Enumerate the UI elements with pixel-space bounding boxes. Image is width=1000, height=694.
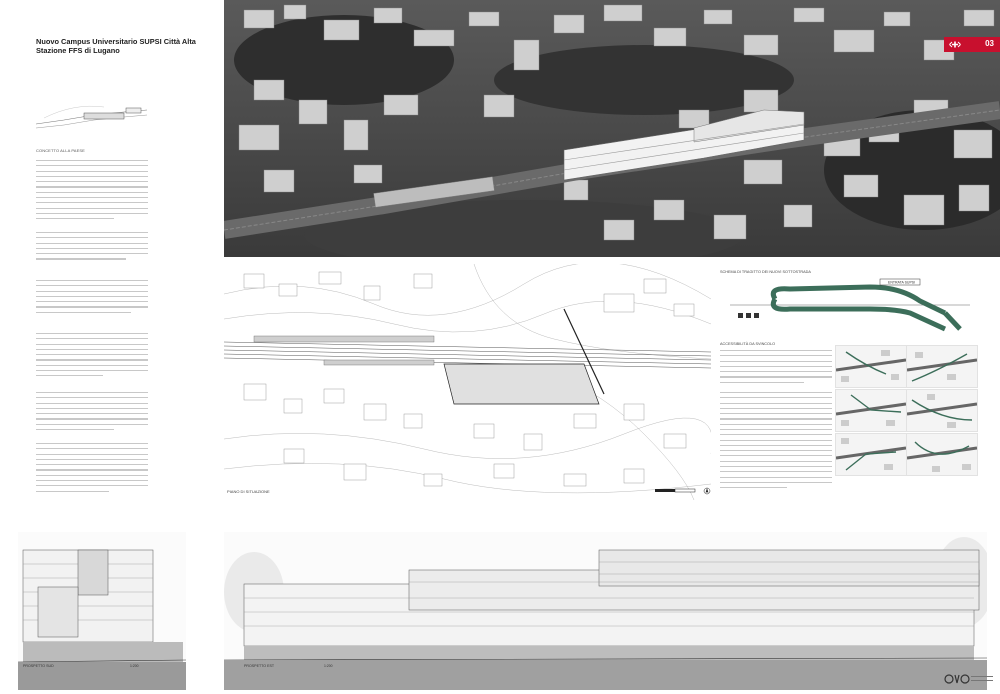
access-map-tile: [835, 433, 907, 476]
body-paragraph: [36, 392, 148, 434]
access-map-tile: [835, 345, 907, 388]
access-map-tile: [906, 433, 978, 476]
access-map-tile: [906, 345, 978, 388]
page-badge: [944, 37, 1000, 52]
route-diagram: [720, 277, 980, 333]
south-elevation-drawing: [18, 532, 186, 690]
body-paragraph: [36, 280, 148, 317]
route-diagram-label: ENTRATA SUPSI: [888, 280, 916, 285]
route-diagram-heading: SCHEMA DI TRAGITTO DEI NUOVI SOTTOSTRADA: [720, 270, 811, 274]
body-paragraph: [36, 443, 148, 496]
site-plan-label: PIANO DI SITUAZIONE: [227, 489, 270, 494]
page-number: 03: [985, 39, 994, 48]
access-heading: ACCESSIBILITÀ DA SVINCOLO: [720, 342, 776, 346]
body-paragraph: [36, 160, 148, 223]
body-paragraph: [720, 350, 832, 387]
page-title: Nuovo Campus Universitario SUPSI Città Alta Stazione FFS di Lugano: [36, 37, 196, 55]
sbb-logo-icon: [948, 40, 962, 49]
access-map-tile: [906, 389, 978, 432]
south-elevation-label: PROSPETTO SUD: [23, 664, 54, 668]
access-map-tile: [835, 389, 907, 432]
aerial-photo: [224, 0, 1000, 257]
body-paragraph: [720, 392, 832, 492]
studio-logo-icon: [943, 671, 995, 689]
scale-label: 1:200: [324, 664, 333, 668]
east-elevation-drawing: [224, 532, 987, 690]
text-section-heading: CONCETTO ALLA PAESE: [36, 148, 85, 153]
scale-bar-icon: [655, 487, 715, 495]
site-plan-drawing: [224, 264, 711, 500]
body-paragraph: [36, 333, 148, 381]
scale-label: 1:200: [130, 664, 139, 668]
east-elevation-label: PROSPETTO EST: [244, 664, 275, 668]
body-paragraph: [36, 232, 148, 264]
site-thumbnail-sketch: [34, 98, 149, 134]
